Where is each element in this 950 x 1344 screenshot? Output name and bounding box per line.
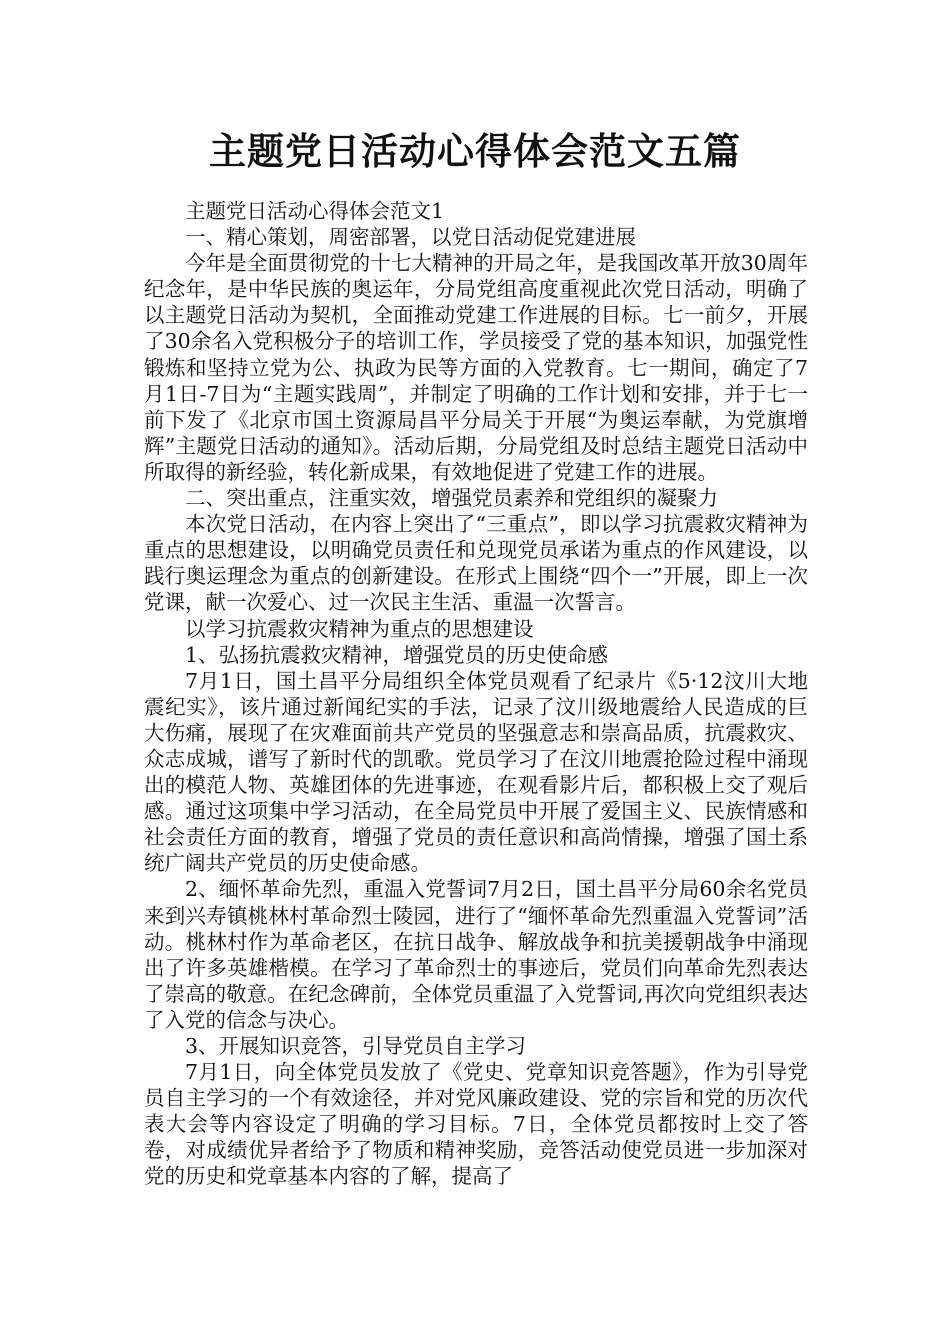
paragraph: 主题党日活动心得体会范文1 (185, 199, 445, 223)
paragraph: 本次党日活动，在内容上突出了“三重点”，即以学习抗震救灾精神为重点的思想建设，以明确党员责任和兑现党员承诺为重点的作风建设，以践行奥运理念为重点的创新建设。在形式上围绕“四个一”开展，即上一次党课，献一次爱心、过一次民主生活、重温一次誓言。 (144, 512, 808, 615)
paragraph: 7月1日，国土昌平分局组织全体党员观看了纪录片《5·12汶川大地震纪实》，该片通过新闻纪实的手法，记录了汶川级地震给人民造成的巨大伤痛，展现了在灾难面前共产党员的坚强意志和崇高品质，抗震救灾、众志成城，谱写了新时代的凯歌。党员学习了在汶川地震抢险过程中涌现出的模范人物、英雄团体的先进事迹，在观看影片后，都积极上交了观后感。通过这项集中学习活动，在全局党员中开展了爱国主义、民族情感和社会责任方面的教育，增强了党员的责任意识和高尚情操，增强了国土系统广阔共产党员的历史使命感。 (144, 668, 808, 876)
document-body (144, 198, 808, 1190)
paragraph: 1、弘扬抗震救灾精神，增强党员的历史使命感 (185, 642, 609, 667)
document-title: 主题党日活动心得体会范文五篇 (209, 130, 741, 173)
paragraph: 今年是全面贯彻党的十七大精神的开局之年，是我国改革开放30周年纪念年，是中华民族的奥运年，分局党组高度重视此次党日活动，明确了以主题党日活动为契机，全面推动党建工作进展的目标。七一前夕，开展了30余名入党积极分子的培训工作，学员接受了党的基本知识，加强党性锻炼和坚持立党为公、执政为民等方面的入党教育。七一期间，确定了7月1日-7日为“主题实践周”，并制定了明确的工作计划和安排，并于七一前下发了《北京市国土资源局昌平分局关于开展“为奥运奉献，为党旗增辉”主题党日活动的通知》。活动后期，分局党组及时总结主题党日活动中所取得的新经验，转化新成果，有效地促进了党建工作的进展。 (144, 251, 808, 484)
paragraph: 7月1日，向全体党员发放了《党史、党章知识竞答题》，作为引导党员自主学习的一个有效途径，并对党风廉政建设、党的宗旨和党的历次代表大会等内容设定了明确的学习目标。7日，全体党员都按时上交了答卷，对成绩优异者给予了物质和精神奖励，竞答活动使党员进一步加深对党的历史和党章基本内容的了解，提高了 (144, 1060, 808, 1189)
paragraph: 2、缅怀革命先烈，重温入党誓词7月2日，国土昌平分局60余名党员来到兴寿镇桃林村革命烈士陵园，进行了“缅怀革命先烈重温入党誓词”活动。桃林村作为革命老区，在抗日战争、解放战争和抗美援朝战争中涌现出了许多英雄楷模。在学习了革命烈士的事迹后，党员们向革命先烈表达了崇高的敬意。在纪念碑前，全体党员重温了入党誓词,再次向党组织表达了入党的信念与决心。 (144, 877, 808, 1032)
paragraph: 以学习抗震救灾精神为重点的思想建设 (185, 616, 534, 641)
paragraph: 一、精心策划，周密部署，以党日活动促党建进展 (185, 225, 636, 250)
paragraph: 3、开展知识竞答，引导党员自主学习 (185, 1034, 527, 1058)
paragraph: 二、突出重点，注重实效，增强党员素养和党组织的凝聚力 (185, 486, 718, 511)
